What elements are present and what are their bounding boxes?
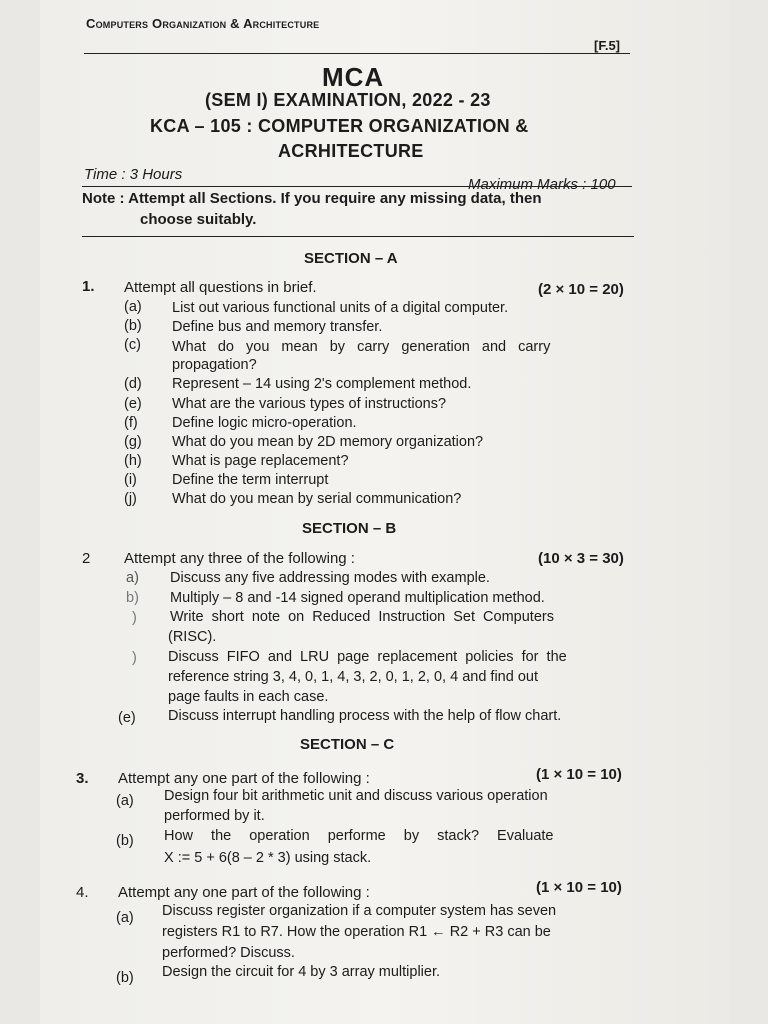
q4-text: Attempt any one part of the following : bbox=[118, 884, 370, 901]
q1-item-label: (e) bbox=[124, 396, 142, 412]
section-b-heading: SECTION – B bbox=[302, 520, 397, 537]
q4-item-text-cont: registers R1 to R7. How the operation R1 ← R2 + R3 can be bbox=[162, 924, 551, 940]
q4-item-label: (a) bbox=[116, 910, 134, 926]
q1-item-text: Define bus and memory transfer. bbox=[172, 319, 383, 335]
max-marks-label: Maximum Marks : 100 bbox=[468, 176, 616, 193]
q2-item-text: Multiply – 8 and -14 signed operand multiplication method. bbox=[170, 590, 545, 606]
q2-item-text-cont: page faults in each case. bbox=[168, 689, 329, 705]
q1-item-label: (b) bbox=[124, 318, 142, 334]
q2-item-label: ) bbox=[132, 650, 137, 666]
q2-item-label: a) bbox=[126, 570, 139, 586]
q2-item-label: ) bbox=[132, 610, 137, 626]
note-line2: choose suitably. bbox=[140, 211, 257, 228]
q1-item-label: (d) bbox=[124, 376, 142, 392]
time-label: Time : 3 Hours bbox=[84, 166, 183, 183]
q1-item-text: What is page replacement? bbox=[172, 453, 349, 469]
subject-title-line1: KCA – 105 : COMPUTER ORGANIZATION & bbox=[150, 116, 529, 136]
q2-item-label: (e) bbox=[118, 710, 136, 726]
course-header: Computers Organization & Architecture bbox=[86, 16, 320, 31]
q2-text: Attempt any three of the following : bbox=[124, 550, 355, 567]
q2-number: 2 bbox=[82, 550, 91, 567]
q3-item-label: (a) bbox=[116, 793, 134, 809]
q4-item-text: Design the circuit for 4 by 3 array multiplier. bbox=[162, 964, 441, 980]
q1-item-text-cont: propagation? bbox=[172, 357, 257, 373]
q1-item-text: Define logic micro-operation. bbox=[172, 415, 357, 431]
header-rule bbox=[84, 53, 630, 54]
q4-item-label: (b) bbox=[116, 970, 134, 986]
q1-item-label: (h) bbox=[124, 453, 142, 469]
q3-text: Attempt any one part of the following : bbox=[118, 770, 370, 787]
q1-item-label: (f) bbox=[124, 415, 138, 431]
q1-text: Attempt all questions in brief. bbox=[124, 279, 317, 296]
q1-item-label: (c) bbox=[124, 337, 141, 353]
q2-marks: (10 × 3 = 30) bbox=[538, 550, 624, 567]
q1-item-text: What do you mean by 2D memory organization? bbox=[172, 434, 484, 450]
q3-item-text: Design four bit arithmetic unit and discuss various operation bbox=[164, 788, 548, 804]
q4-item-text: Discuss register organization if a computer system has seven bbox=[162, 903, 557, 919]
note-rule bbox=[82, 236, 634, 237]
q1-item-text: What are the various types of instructions? bbox=[172, 396, 447, 412]
q2-item-text-cont: (RISC). bbox=[168, 629, 217, 645]
q4-marks: (1 × 10 = 10) bbox=[536, 879, 622, 896]
q1-item-text: Represent – 14 using 2's complement method. bbox=[172, 376, 472, 392]
q3-item-text-cont: X := 5 + 6(8 – 2 * 3) using stack. bbox=[164, 850, 372, 866]
section-a-heading: SECTION – A bbox=[304, 250, 398, 267]
q3-marks: (1 × 10 = 10) bbox=[536, 766, 622, 783]
q2-item-text: Discuss FIFO and LRU page replacement policies for the bbox=[168, 649, 567, 665]
q2-item-text: Write short note on Reduced Instruction Set Computers bbox=[170, 609, 554, 625]
q2-item-text: Discuss interrupt handling process with the help of flow chart. bbox=[168, 708, 562, 724]
q1-item-label: (j) bbox=[124, 491, 137, 507]
q1-item-label: (a) bbox=[124, 299, 142, 315]
meta-rule-top bbox=[82, 186, 632, 187]
q3-item-text-cont: performed by it. bbox=[164, 808, 265, 824]
q2-item-text: Discuss any five addressing modes with example. bbox=[170, 570, 490, 586]
q4-number: 4. bbox=[76, 884, 89, 901]
q1-item-text: What do you mean by serial communication? bbox=[172, 491, 462, 507]
q1-item-text: List out various functional units of a digital computer. bbox=[172, 300, 509, 316]
q1-item-text: What do you mean by carry generation and carry bbox=[172, 339, 551, 355]
q1-item-label: (g) bbox=[124, 434, 142, 450]
paper-code: [F.5] bbox=[594, 38, 620, 53]
q1-marks: (2 × 10 = 20) bbox=[538, 281, 624, 298]
subject-title-line2: ACRHITECTURE bbox=[278, 141, 424, 161]
q1-item-text: Define the term interrupt bbox=[172, 472, 329, 488]
q3-item-text: How the operation performe by stack? Evaluate bbox=[164, 828, 554, 844]
q1-item-label: (i) bbox=[124, 472, 137, 488]
q4-item-text-cont: performed? Discuss. bbox=[162, 945, 295, 961]
q3-number: 3. bbox=[76, 770, 89, 787]
q1-number: 1. bbox=[82, 278, 95, 295]
q2-item-label: b) bbox=[126, 590, 139, 606]
section-c-heading: SECTION – C bbox=[300, 736, 395, 753]
exam-title: (SEM I) EXAMINATION, 2022 - 23 bbox=[205, 90, 491, 110]
program-title: MCA bbox=[322, 62, 385, 92]
q3-item-label: (b) bbox=[116, 833, 134, 849]
note-line1: Note : Attempt all Sections. If you require any missing data, then bbox=[82, 190, 542, 207]
q2-item-text-cont: reference string 3, 4, 0, 1, 4, 3, 2, 0, 1, 2, 0, 4 and find out bbox=[168, 669, 538, 685]
